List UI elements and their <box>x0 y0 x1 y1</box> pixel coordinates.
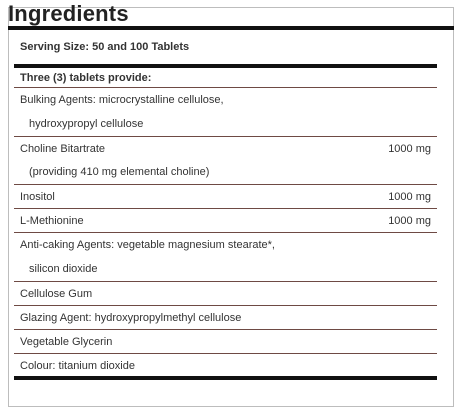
ingredient-row <box>14 354 437 378</box>
ingredient-name: Inositol <box>20 191 55 203</box>
section-divider-bottom <box>14 376 437 380</box>
ingredient-row <box>14 282 437 306</box>
ingredient-name: Choline Bitartrate <box>20 143 105 155</box>
section-divider-top <box>14 64 437 68</box>
title-divider <box>8 26 454 30</box>
ingredient-row <box>14 137 437 161</box>
ingredient-row <box>14 330 437 354</box>
ingredient-row <box>14 209 437 233</box>
ingredient-name: Cellulose Gum <box>20 288 93 300</box>
serving-size: Serving Size: 50 and 100 Tablets <box>20 41 190 53</box>
ingredient-row <box>14 88 437 112</box>
ingredient-row <box>14 185 437 209</box>
ingredient-name: Anti-caking Agents: vegetable magnesium stearate*, <box>20 239 275 251</box>
ingredient-amount: 1000 mg <box>388 143 431 155</box>
ingredient-row <box>14 160 437 184</box>
ingredient-name: L-Methionine <box>20 215 84 227</box>
ingredient-name: Glazing Agent: hydroxypropylmethyl cellulose <box>20 312 242 324</box>
page-title: Ingredients <box>8 1 129 26</box>
ingredient-row <box>14 257 437 281</box>
ingredient-name: Colour: titanium dioxide <box>20 360 135 372</box>
ingredient-name: Bulking Agents: microcrystalline cellulose, <box>20 94 224 106</box>
ingredient-amount: 1000 mg <box>388 215 431 227</box>
ingredient-row <box>14 112 437 136</box>
provide-header: Three (3) tablets provide: <box>20 72 152 84</box>
ingredient-name: silicon dioxide <box>29 263 98 275</box>
ingredient-row <box>14 233 437 257</box>
ingredient-row <box>14 306 437 330</box>
ingredient-name: Vegetable Glycerin <box>20 336 113 348</box>
ingredient-name: (providing 410 mg elemental choline) <box>29 166 210 178</box>
ingredient-amount: 1000 mg <box>388 191 431 203</box>
ingredient-name: hydroxypropyl cellulose <box>29 118 144 130</box>
